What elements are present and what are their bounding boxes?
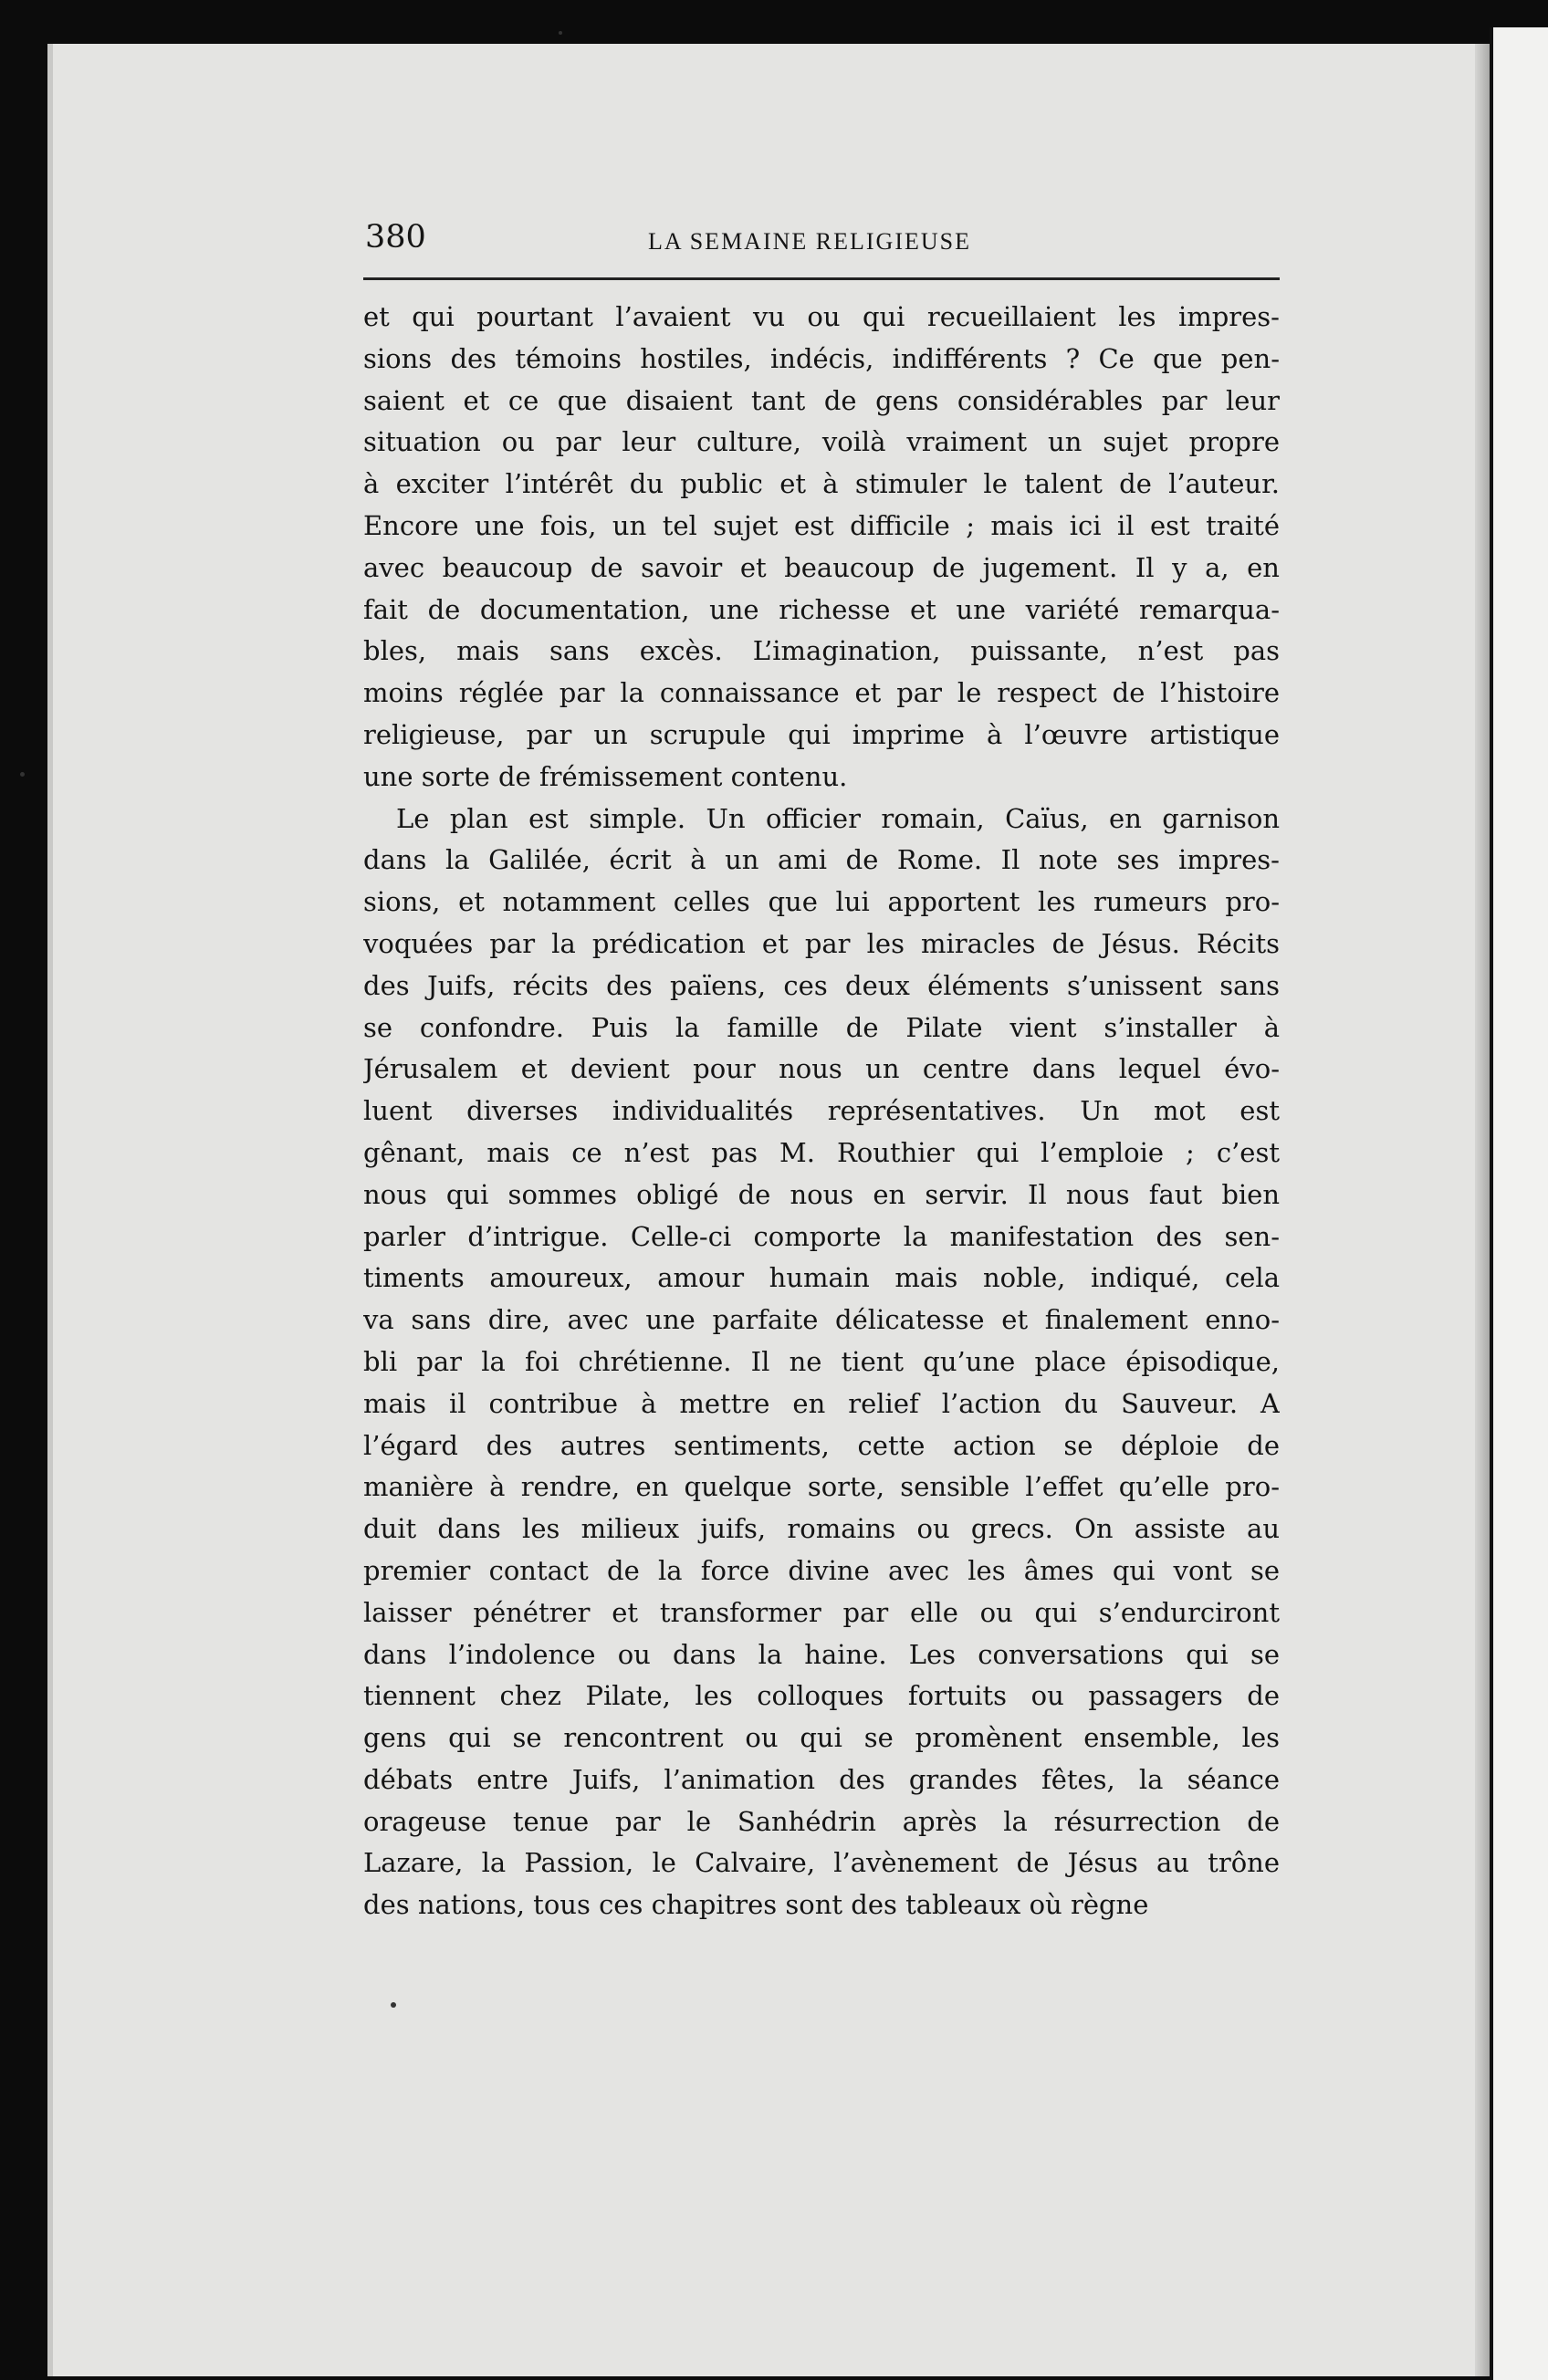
text-line: luent diverses individualités représentatives. Un mot est: [363, 1095, 1280, 1127]
facing-page-edge: [1490, 27, 1548, 2380]
text-line: tiennent chez Pilate, les colloques fortuits ou passagers de: [363, 1680, 1280, 1712]
text-line: laisser pénétrer et transformer par elle ou qui s’endurciront: [363, 1596, 1280, 1628]
text-line: Jérusalem et devient pour nous un centre dans lequel évo-: [363, 1053, 1280, 1085]
page-header: [365, 219, 1278, 274]
text-line: saient et ce que disaient tant de gens considérables par leur: [363, 384, 1280, 416]
text-line: bli par la foi chrétienne. Il ne tient qu’une place épisodique,: [363, 1345, 1280, 1377]
text-line: gens qui se rencontrent ou qui se promènent ensemble, les: [363, 1722, 1280, 1754]
text-line: premier contact de la force divine avec les âmes qui vont se: [363, 1554, 1280, 1586]
text-line: avec beaucoup de savoir et beaucoup de jugement. Il y a, en: [363, 551, 1280, 583]
text-line: religieuse, par un scrupule qui imprime à l’œuvre artistique: [363, 718, 1280, 750]
text-line: débats entre Juifs, l’animation des grandes fêtes, la séance: [363, 1763, 1280, 1795]
text-line: sions des témoins hostiles, indécis, indifférents ? Ce que pen-: [363, 342, 1280, 374]
text-line: sions, et notamment celles que lui apportent les rumeurs pro-: [363, 886, 1280, 918]
text-line: mais il contribue à mettre en relief l’action du Sauveur. A: [363, 1387, 1280, 1419]
text-line: des Juifs, récits des païens, ces deux éléments s’unissent sans: [363, 969, 1280, 1001]
text-line: Encore une fois, un tel sujet est difficile ; mais ici il est traité: [363, 509, 1280, 541]
text-line: orageuse tenue par le Sanhédrin après la résurrection de: [363, 1805, 1280, 1837]
text-line: une sorte de frémissement contenu.: [363, 760, 848, 792]
text-line: duit dans les milieux juifs, romains ou grecs. On assiste au: [363, 1513, 1280, 1545]
text-line: timents amoureux, amour humain mais noble, indiqué, cela: [363, 1262, 1280, 1294]
text-line: fait de documentation, une richesse et une variété remarqua-: [363, 593, 1280, 625]
text-line: Lazare, la Passion, le Calvaire, l’avènement de Jésus au trône: [363, 1847, 1280, 1879]
text-line: Le plan est simple. Un officier romain, Caïus, en garnison: [396, 802, 1280, 834]
text-line: nous qui sommes obligé de nous en servir. Il nous faut bien: [363, 1178, 1280, 1210]
text-line: situation ou par leur culture, voilà vraiment un sujet propre: [363, 426, 1280, 458]
body-text: [363, 297, 1280, 1926]
text-line: à exciter l’intérêt du public et à stimuler le talent de l’auteur.: [363, 468, 1280, 500]
header-rule: [363, 277, 1280, 280]
text-line: manière à rendre, en quelque sorte, sensible l’effet qu’elle pro-: [363, 1471, 1280, 1503]
text-line: va sans dire, avec une parfaite délicatesse et finalement enno-: [363, 1304, 1280, 1336]
scan-speck: [391, 2002, 396, 2008]
text-line: se confondre. Puis la famille de Pilate vient s’installer à: [363, 1011, 1280, 1043]
text-line: l’égard des autres sentiments, cette action se déploie de: [363, 1429, 1280, 1461]
running-head: LA SEMAINE RELIGIEUSE: [648, 228, 971, 255]
text-line: dans la Galilée, écrit à un ami de Rome. Il note ses impres-: [363, 844, 1280, 876]
paragraph: [363, 297, 1280, 799]
text-line: voquées par la prédication et par les miracles de Jésus. Récits: [363, 927, 1280, 959]
page-number: 380: [365, 219, 426, 256]
text-line: gênant, mais ce n’est pas M. Routhier qui l’emploie ; c’est: [363, 1136, 1280, 1168]
text-line: des nations, tous ces chapitres sont des tableaux où règne: [363, 1889, 1149, 1921]
text-line: bles, mais sans excès. L’imagination, puissante, n’est pas: [363, 635, 1280, 667]
paragraph: [363, 799, 1280, 1927]
scan-speck: [559, 31, 562, 35]
text-line: et qui pourtant l’avaient vu ou qui recueillaient les impres-: [363, 301, 1280, 332]
text-line: dans l’indolence ou dans la haine. Les conversations qui se: [363, 1638, 1280, 1670]
text-line: parler d’intrigue. Celle-ci comporte la manifestation des sen-: [363, 1220, 1280, 1252]
scan-speck: [20, 772, 25, 777]
text-line: moins réglée par la connaissance et par le respect de l’histoire: [363, 677, 1280, 709]
